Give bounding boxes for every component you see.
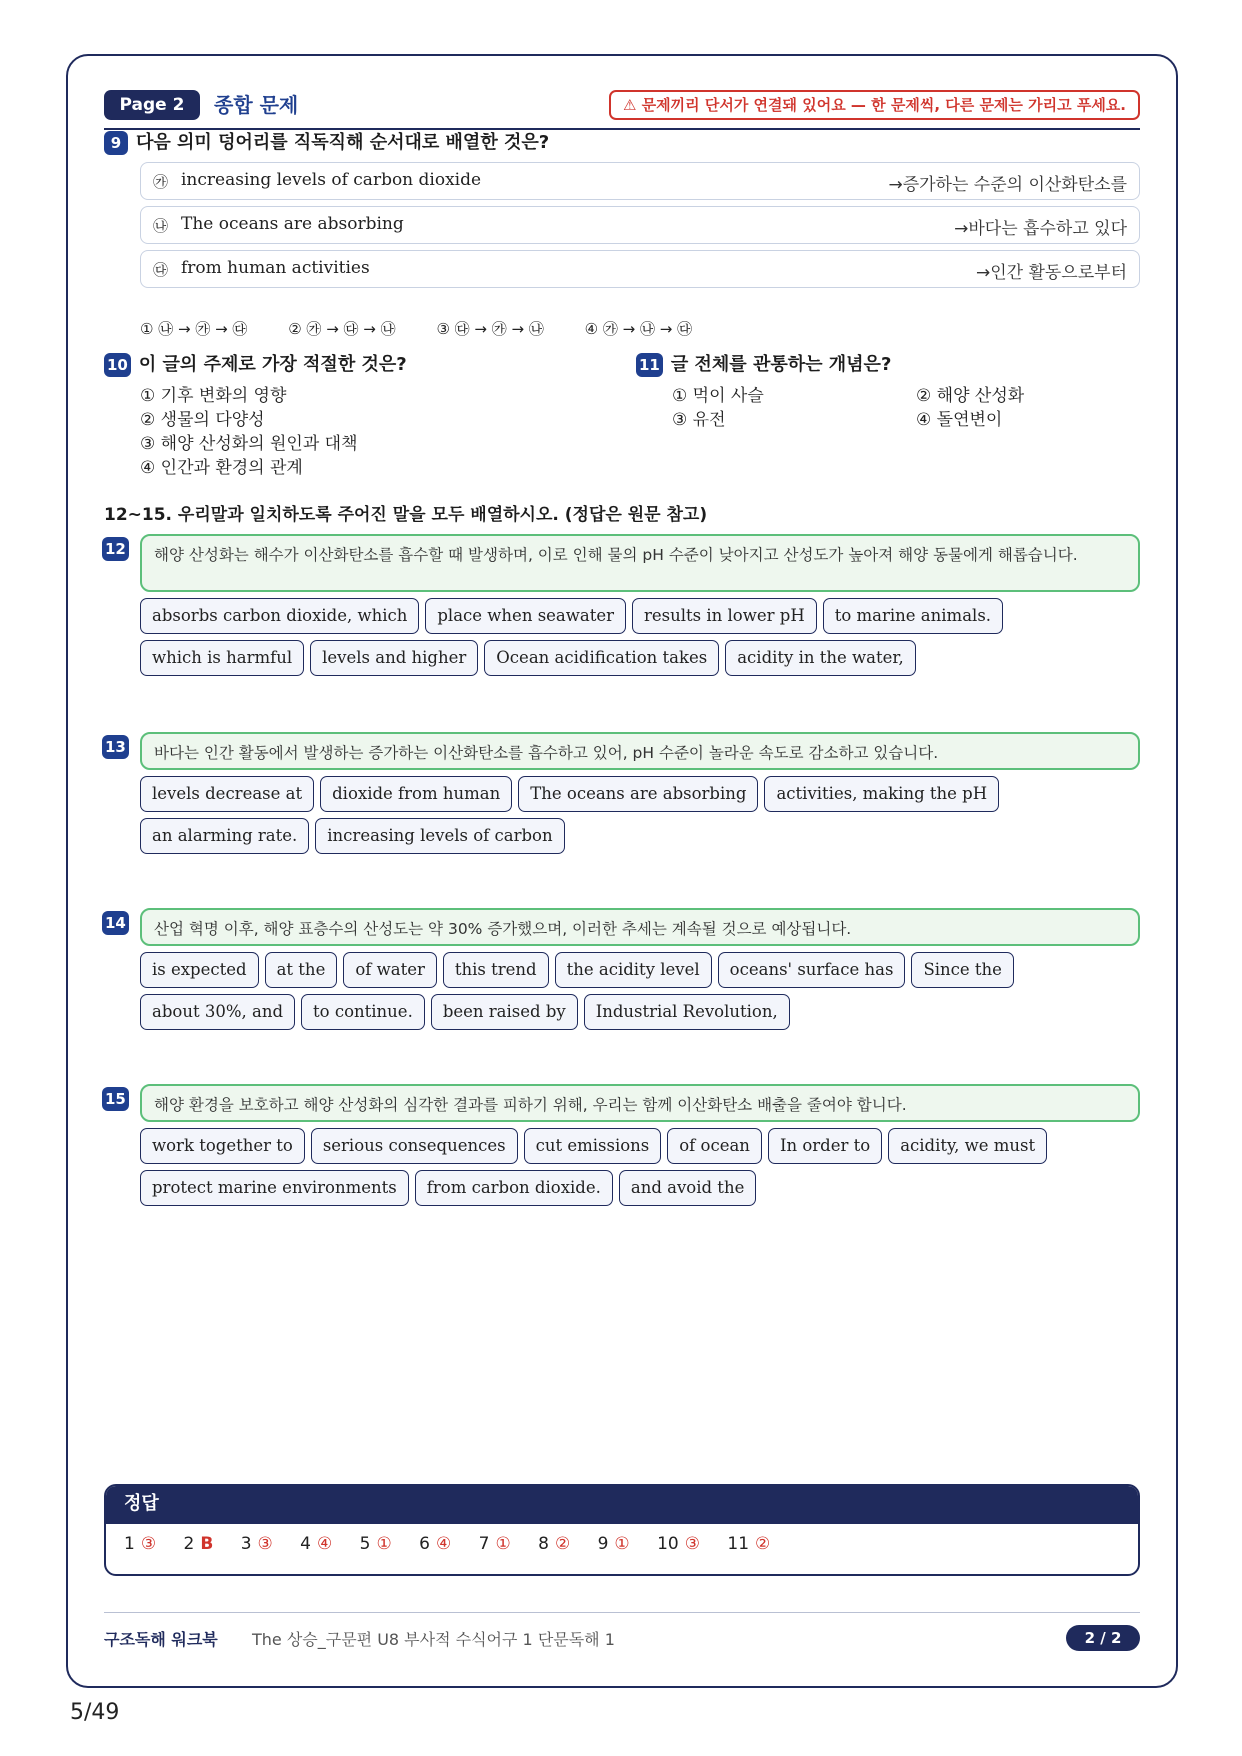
question-14-header [102,910,137,936]
word-tile[interactable]: dioxide from human [320,776,512,812]
word-tile[interactable]: this trend [443,952,549,988]
question-12-header [102,536,137,562]
question-9-header [104,130,549,156]
word-tile[interactable]: The oceans are absorbing [518,776,758,812]
question-11-options-col2 [916,384,1024,432]
question-text: 다음 의미 덩어리를 직독직해 순서대로 배열한 것은? [136,132,550,153]
word-tile[interactable]: cut emissions [524,1128,662,1164]
word-tile[interactable]: results in lower pH [632,598,817,634]
option-2[interactable]: ② 생물의 다양성 [140,410,265,430]
section-title: 종합 문제 [214,93,299,117]
page-footer [104,1612,1140,1652]
worksheet-page [66,54,1178,1688]
chunk-marker: ㉯ [153,217,169,235]
chunk-english: The oceans are absorbing [181,214,404,234]
answer-key-title: 정답 [106,1486,1138,1524]
question-13-header [102,734,137,760]
option-1[interactable]: ① ㉯ → ㉮ → ㉰ [140,320,248,338]
answer-value: ③ [257,1534,273,1554]
word-tile[interactable]: which is harmful [140,640,304,676]
word-tile[interactable]: Since the [911,952,1013,988]
option-3[interactable]: ③ 유전 [672,410,726,430]
answer-value: ③ [140,1534,157,1554]
word-tile[interactable]: serious consequences [311,1128,518,1164]
question-number: 9 [104,131,128,155]
question-number: 14 [102,911,129,935]
question-text: 글 전체를 관통하는 개념은? [670,354,892,375]
chunk-korean: →증가하는 수준의 이산화탄소를 [888,175,1127,195]
question-number: 10 [104,353,131,377]
footer-brand: 구조독해 워크북 [104,1630,218,1649]
chunk-english: increasing levels of carbon dioxide [181,170,482,190]
answer-number: 3 [240,1534,252,1554]
word-tile[interactable]: absorbs carbon dioxide, which [140,598,419,634]
answer-number: 2 [183,1534,195,1554]
answer-value: ④ [317,1534,333,1554]
footer-title: The 상승_구문편 U8 부사적 수식어구 1 단문독해 1 [252,1630,615,1649]
answer-value: ④ [435,1534,452,1554]
word-tile[interactable]: of ocean [667,1128,762,1164]
answer-value: ② [755,1534,771,1554]
question-9-options [140,318,728,339]
chunk-korean: →인간 활동으로부터 [975,263,1127,283]
word-tile[interactable]: acidity in the water, [725,640,915,676]
instructions: 12~15. 우리말과 일치하도록 주어진 말을 모두 배열하시오. (정답은 원문 참고) [104,505,708,525]
word-tile[interactable]: acidity, we must [888,1128,1047,1164]
word-tile[interactable]: and avoid the [619,1170,756,1206]
option-4[interactable]: ④ ㉮ → ㉯ → ㉰ [584,320,693,338]
question-number: 11 [636,353,663,377]
footer-page-badge: 2 / 2 [1066,1625,1140,1651]
option-4[interactable]: ④ 인간과 환경의 관계 [140,458,303,478]
answer-number: 1 [124,1534,135,1554]
option-2[interactable]: ② 해양 산성화 [916,386,1025,406]
word-tiles-12 [140,598,1150,682]
answer-number: 9 [597,1534,609,1554]
option-3[interactable]: ③ 해양 산성화의 원인과 대책 [140,434,358,454]
option-2[interactable]: ② ㉮ → ㉰ → ㉯ [288,320,396,338]
word-tile[interactable]: of water [343,952,437,988]
question-10-options [140,384,358,480]
chunk-row [140,250,1140,288]
chunk-english: from human activities [181,258,370,278]
korean-sentence-box: 해양 환경을 보호하고 해양 산성화의 심각한 결과를 피하기 위해, 우리는 함께 이산화탄소 배출을 줄여야 합니다. [140,1084,1140,1122]
word-tile[interactable]: the acidity level [555,952,712,988]
warning-banner: ⚠ 문제끼리 단서가 연결돼 있어요 — 한 문제씩, 다른 문제는 가리고 푸세요. [609,90,1140,120]
word-tile[interactable]: place when seawater [425,598,626,634]
option-1[interactable]: ① 먹이 사슬 [672,386,764,406]
answer-value: ① [495,1534,511,1554]
chunk-row [140,206,1140,244]
chunk-korean: →바다는 흡수하고 있다 [954,219,1127,239]
word-tile[interactable]: levels and higher [310,640,478,676]
word-tile[interactable]: work together to [140,1128,305,1164]
answer-value: ① [614,1534,630,1554]
word-tile[interactable]: oceans' surface has [718,952,906,988]
answer-value: B [200,1534,214,1554]
answer-key-box [104,1484,1140,1576]
question-15-header [102,1086,137,1112]
word-tile[interactable]: to continue. [301,994,425,1030]
word-tile[interactable]: about 30%, and [140,994,295,1030]
page-badge: Page 2 [104,90,200,120]
question-number: 12 [102,537,129,561]
korean-sentence-box: 산업 혁명 이후, 해양 표층수의 산성도는 약 30% 증가했으며, 이러한 추세는 계속될 것으로 예상됩니다. [140,908,1140,946]
question-11-header [636,352,891,378]
word-tile[interactable]: Industrial Revolution, [584,994,790,1030]
answer-number: 11 [727,1534,750,1554]
korean-sentence-box: 바다는 인간 활동에서 발생하는 증가하는 이산화탄소를 흡수하고 있어, pH 수준이 놀라운 속도로 감소하고 있습니다. [140,732,1140,770]
chunk-marker: ㉰ [153,261,169,279]
word-tiles-15 [140,1128,1150,1212]
question-10-header [104,352,407,378]
answer-number: 4 [300,1534,311,1554]
option-3[interactable]: ③ ㉰ → ㉮ → ㉯ [436,320,544,338]
word-tile[interactable]: an alarming rate. [140,818,309,854]
word-tile[interactable]: levels decrease at [140,776,314,812]
word-tiles-14 [140,952,1150,1036]
word-tile[interactable]: at the [265,952,338,988]
korean-sentence-box: 해양 산성화는 해수가 이산화탄소를 흡수할 때 발생하며, 이로 인해 물의 pH 수준이 낮아지고 산성도가 높아져 해양 동물에게 해롭습니다. [140,534,1140,592]
answer-value: ② [554,1534,571,1554]
word-tile[interactable]: In order to [768,1128,882,1164]
word-tile[interactable]: protect marine environments [140,1170,409,1206]
answer-number: 6 [419,1534,430,1554]
word-tile[interactable]: to marine animals. [823,598,1003,634]
option-4[interactable]: ④ 돌연변이 [916,410,1003,430]
answer-key-row [106,1524,1138,1564]
page-header [104,90,1140,130]
answer-value: ③ [684,1534,700,1554]
chunk-marker: ㉮ [153,173,169,191]
word-tile[interactable]: from carbon dioxide. [415,1170,613,1206]
word-tile[interactable]: is expected [140,952,259,988]
answer-number: 7 [478,1534,490,1554]
answer-number: 10 [657,1534,679,1554]
chunk-row [140,162,1140,200]
word-tile[interactable]: been raised by [431,994,578,1030]
question-11-options-col1 [672,384,764,432]
answer-number: 5 [359,1534,371,1554]
page-counter: 5/49 [70,1700,120,1725]
option-1[interactable]: ① 기후 변화의 영향 [140,386,287,406]
answer-value: ① [376,1534,392,1554]
question-number: 15 [102,1087,129,1111]
word-tile[interactable]: increasing levels of carbon [315,818,564,854]
word-tiles-13 [140,776,1150,860]
word-tile[interactable]: activities, making the pH [764,776,999,812]
question-number: 13 [102,735,129,759]
answer-number: 8 [538,1534,549,1554]
word-tile[interactable]: Ocean acidification takes [484,640,719,676]
question-text: 이 글의 주제로 가장 적절한 것은? [138,354,407,375]
